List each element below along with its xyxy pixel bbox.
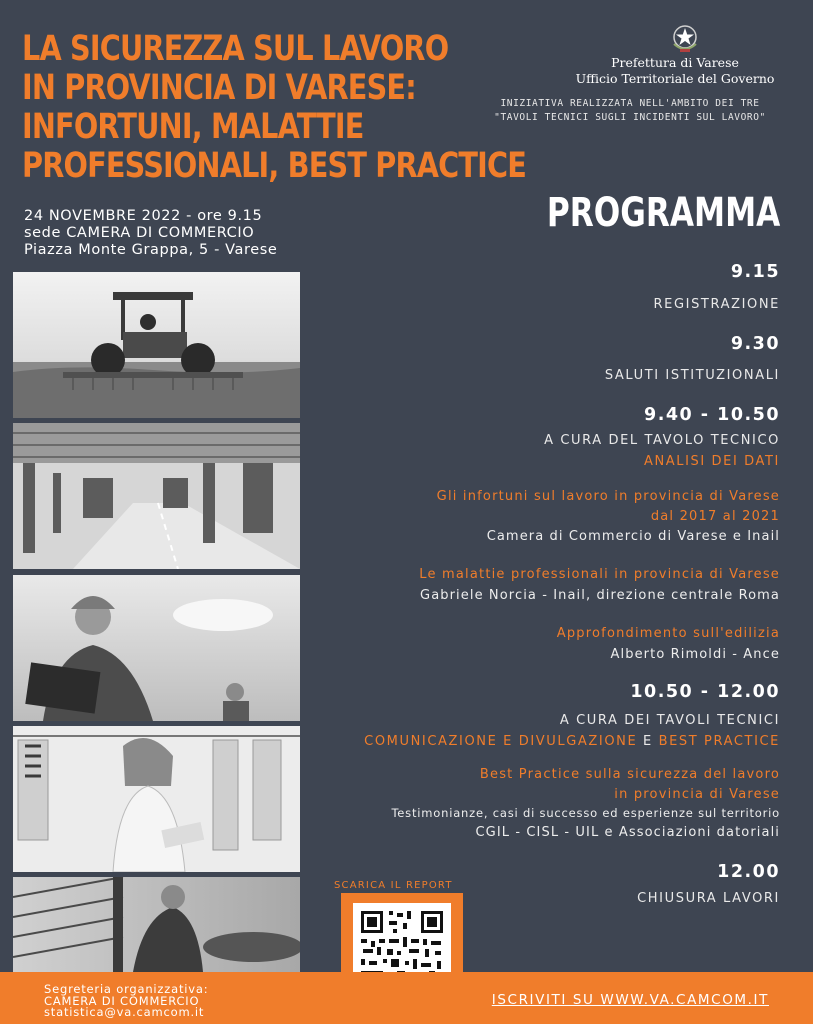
slot-time: 12.00 — [717, 862, 780, 882]
conjunction: E — [637, 734, 659, 749]
slot-curator: A CURA DEI TAVOLI TECNICI — [559, 713, 780, 728]
engineer-photo — [13, 575, 300, 721]
technical-tables — [310, 734, 780, 749]
event-venue: sede CAMERA DI COMMERCIO — [24, 225, 255, 241]
institution-office: Ufficio Territoriale del Governo — [575, 71, 775, 86]
technical-table: COMUNICAZIONE E DIVULGAZIONE — [364, 734, 638, 749]
footer-bar — [0, 972, 813, 1024]
title-line: PROFESSIONALI, BEST PRACTICE — [22, 146, 527, 186]
secretariat-email[interactable]: statistica@va.camcom.it — [44, 1005, 205, 1019]
photo-column — [13, 272, 300, 972]
technical-table: BEST PRACTICE — [658, 734, 780, 749]
institution-block — [560, 55, 790, 87]
slot-curator: A CURA DEL TAVOLO TECNICO — [544, 433, 780, 448]
initiative-line: "TAVOLI TECNICI SUGLI INCIDENTI SUL LAVORO" — [494, 112, 766, 123]
construction-photo — [13, 877, 300, 972]
slot-label: CHIUSURA LAVORI — [637, 891, 780, 906]
talk-description: Testimonianze, casi di successo ed esperienze sul territorio — [391, 806, 780, 820]
event-title — [22, 29, 527, 186]
talk-speaker: CGIL - CISL - UIL e Associazioni datoriali — [475, 825, 780, 840]
slot-label: SALUTI ISTITUZIONALI — [604, 368, 780, 383]
event-address: Piazza Monte Grappa, 5 - Varese — [24, 242, 278, 258]
talk-title: in provincia di Varese — [614, 787, 780, 802]
talk-title: dal 2017 al 2021 — [650, 509, 780, 524]
initiative-note — [470, 97, 790, 125]
signup-link[interactable]: ISCRIVITI SU WWW.VA.CAMCOM.IT — [491, 992, 769, 1008]
talk-title: Gli infortuni sul lavoro in provincia di Varese — [436, 489, 780, 504]
factory-photo — [13, 423, 300, 569]
title-line: LA SICUREZZA SUL LAVORO — [22, 29, 449, 69]
slot-time: 9.15 — [730, 262, 780, 282]
secretariat-org: CAMERA DI COMMERCIO — [44, 993, 200, 1008]
download-report-label: SCARICA IL REPORT — [334, 880, 453, 891]
talk-title: Approfondimento sull'edilizia — [556, 626, 780, 641]
event-date: 24 NOVEMBRE 2022 - ore 9.15 — [24, 208, 263, 224]
technical-table: ANALISI DEI DATI — [643, 454, 780, 469]
slot-time: 9.30 — [730, 334, 780, 354]
secretariat-block — [44, 984, 208, 1019]
institution-name: Prefettura di Varese — [611, 55, 739, 70]
slot-time: 9.40 - 10.50 — [644, 405, 780, 425]
talk-speaker: Alberto Rimoldi - Ance — [610, 647, 780, 662]
talk-speaker: Gabriele Norcia - Inail, direzione centrale Roma — [420, 588, 780, 603]
talk-title: Le malattie professionali in provincia di Varese — [419, 567, 780, 582]
event-info — [24, 208, 277, 259]
tractor-photo — [13, 272, 300, 418]
talk-speaker: Camera di Commercio di Varese e Inail — [486, 529, 780, 544]
initiative-line: INIZIATIVA REALIZZATA NELL'AMBITO DEI TRE — [500, 98, 760, 109]
title-line: INFORTUNI, MALATTIE — [22, 107, 364, 147]
program-heading: PROGRAMMA — [546, 190, 780, 236]
slot-label: REGISTRAZIONE — [653, 297, 780, 312]
talk-title: Best Practice sulla sicurezza del lavoro — [479, 767, 780, 782]
title-line: IN PROVINCIA DI VARESE: — [22, 68, 416, 108]
italian-republic-emblem-icon — [670, 22, 700, 54]
secretariat-label: Segreteria organizzativa: — [44, 982, 209, 996]
tailor-photo — [13, 726, 300, 872]
slot-time: 10.50 - 12.00 — [630, 682, 780, 702]
